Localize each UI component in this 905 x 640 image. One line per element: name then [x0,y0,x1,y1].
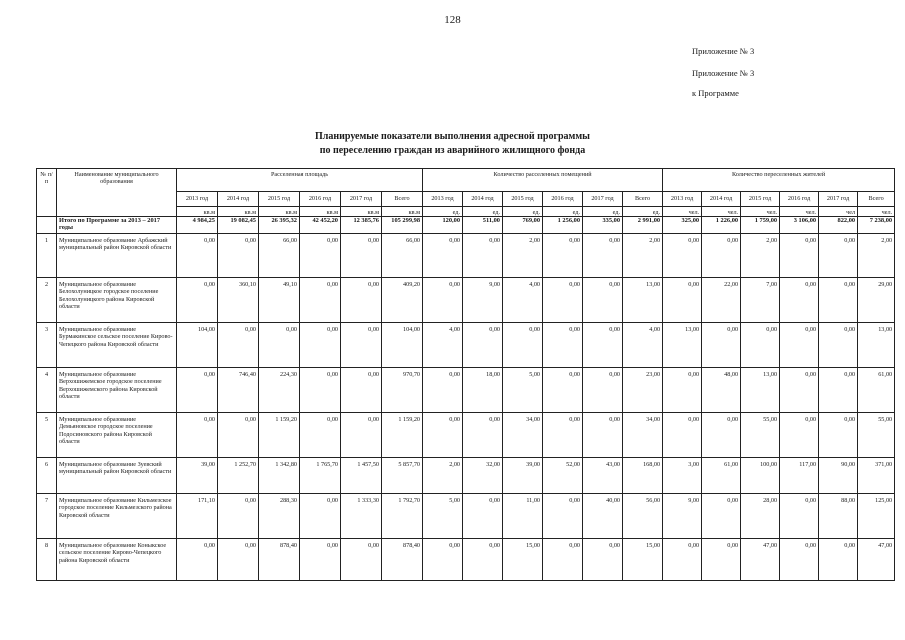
value-cell: 878,40 [259,539,300,581]
table-row [37,494,895,539]
value-cell: 0,00 [503,323,543,368]
value-cell: 18,00 [463,368,503,413]
value-cell: 0,00 [341,234,382,278]
unit-header: кв.м [382,207,423,217]
total-value-cell: 26 395,32 [259,217,300,234]
value-cell: 0,00 [819,278,858,323]
value-cell: 0,00 [702,539,741,581]
table-row [37,234,895,278]
total-row [37,217,895,234]
value-cell: 0,00 [819,413,858,458]
value-cell: 66,00 [259,234,300,278]
unit-header: ед. [423,207,463,217]
value-cell: 0,00 [218,413,259,458]
value-cell: 0,00 [583,413,623,458]
value-cell: 48,00 [702,368,741,413]
value-cell: 0,00 [177,368,218,413]
total-value-cell: 7 238,00 [858,217,895,234]
value-cell: 0,00 [300,323,341,368]
value-cell: 0,00 [543,539,583,581]
value-cell: 0,00 [543,368,583,413]
value-cell: 0,00 [341,278,382,323]
value-cell: 13,00 [663,323,702,368]
group-header-area: Расселенная площадь [177,169,423,192]
value-cell: 0,00 [300,413,341,458]
indicators-table [36,168,895,581]
value-cell: 0,00 [300,539,341,581]
value-cell: 878,40 [382,539,423,581]
year-header: 2014 год [463,192,503,207]
row-number: 2 [37,278,57,323]
value-cell: 0,00 [780,494,819,539]
year-header: 2014 год [218,192,259,207]
value-cell: 40,00 [583,494,623,539]
total-value-cell: 335,00 [583,217,623,234]
value-cell: 1 159,20 [382,413,423,458]
year-header: 2015 год [741,192,780,207]
value-cell: 90,00 [819,458,858,494]
unit-header: чел [819,207,858,217]
municipality-name: Муниципальное образование Верхошижемское городское поселение Верхошижемского района Кировской области [57,368,177,413]
value-cell: 0,00 [663,413,702,458]
value-cell: 0,00 [177,539,218,581]
value-cell: 970,70 [382,368,423,413]
value-cell: 100,00 [741,458,780,494]
value-cell: 104,00 [177,323,218,368]
total-value-cell: 769,00 [503,217,543,234]
value-cell: 34,00 [503,413,543,458]
municipality-name: Муниципальное образование Бурмакинское сельское поселение Кирово-Чепецкого района Кировской области [57,323,177,368]
value-cell: 0,00 [177,413,218,458]
unit-header: ед. [583,207,623,217]
unit-header: чел. [858,207,895,217]
value-cell: 4,00 [423,323,463,368]
value-cell: 0,00 [663,539,702,581]
appendix-line-1: Приложение № 3 [692,46,755,56]
value-cell: 5 857,70 [382,458,423,494]
value-cell: 360,10 [218,278,259,323]
value-cell: 0,00 [780,413,819,458]
municipality-name: Муниципальное образование Демьяновское городское поселение Подосиновского района Кировской области [57,413,177,458]
unit-header: чел. [663,207,702,217]
year-header: 2013 год [177,192,218,207]
document-title [0,130,905,158]
value-cell: 0,00 [463,413,503,458]
value-cell: 2,00 [423,458,463,494]
value-cell: 0,00 [780,368,819,413]
year-header: 2014 год [702,192,741,207]
value-cell: 66,00 [382,234,423,278]
value-cell: 0,00 [780,234,819,278]
total-value-cell: 1 759,00 [741,217,780,234]
value-cell: 0,00 [741,323,780,368]
group-header-residents: Количество переселенных жителей [663,169,895,192]
value-cell: 0,00 [341,323,382,368]
value-cell: 0,00 [780,539,819,581]
value-cell: 56,00 [623,494,663,539]
value-cell: 1 252,70 [218,458,259,494]
value-cell: 22,00 [702,278,741,323]
total-value-cell: 2 991,00 [623,217,663,234]
value-cell: 0,00 [423,234,463,278]
table-row [37,458,895,494]
value-cell: 11,00 [503,494,543,539]
value-cell: 47,00 [858,539,895,581]
value-cell: 0,00 [819,539,858,581]
value-cell: 61,00 [858,368,895,413]
value-cell: 371,00 [858,458,895,494]
unit-header: чел. [780,207,819,217]
total-value-cell: 19 082,45 [218,217,259,234]
table-row [37,368,895,413]
value-cell: 0,00 [259,323,300,368]
value-cell: 0,00 [463,323,503,368]
value-cell: 0,00 [583,278,623,323]
row-number: 8 [37,539,57,581]
value-cell: 0,00 [543,278,583,323]
value-cell: 746,40 [218,368,259,413]
table-row [37,413,895,458]
total-value-cell: 822,00 [819,217,858,234]
value-cell: 13,00 [741,368,780,413]
value-cell: 55,00 [858,413,895,458]
unit-header: кв.м [177,207,218,217]
col-number-header: № п/п [37,169,57,217]
value-cell: 9,00 [463,278,503,323]
appendix-line-3: к Программе [692,88,739,98]
value-cell: 5,00 [423,494,463,539]
total-value-cell: 42 452,20 [300,217,341,234]
year-header: Всего [858,192,895,207]
unit-header: чел. [741,207,780,217]
unit-header: кв.м [341,207,382,217]
value-cell: 0,00 [300,494,341,539]
value-cell: 5,00 [503,368,543,413]
value-cell: 43,00 [583,458,623,494]
value-cell: 55,00 [741,413,780,458]
value-cell: 2,00 [503,234,543,278]
unit-header: чел. [702,207,741,217]
unit-header: ед. [463,207,503,217]
total-value-cell: 105 299,98 [382,217,423,234]
value-cell: 0,00 [583,368,623,413]
value-cell: 29,00 [858,278,895,323]
unit-header: кв.м [300,207,341,217]
year-header: 2017 год [583,192,623,207]
value-cell: 15,00 [503,539,543,581]
unit-header: кв.м [259,207,300,217]
row-number: 3 [37,323,57,368]
total-number-cell [37,217,57,234]
municipality-name: Муниципальное образование Коныкское сельское поселение Кирово-Чепецкого района Кировской области [57,539,177,581]
value-cell: 7,00 [741,278,780,323]
value-cell: 125,00 [858,494,895,539]
total-value-cell: 120,00 [423,217,463,234]
group-header-rooms: Количество расселенных помещений [423,169,663,192]
value-cell: 4,00 [623,323,663,368]
value-cell: 0,00 [702,234,741,278]
value-cell: 224,30 [259,368,300,413]
value-cell: 0,00 [702,494,741,539]
value-cell: 0,00 [543,234,583,278]
value-cell: 1 792,70 [382,494,423,539]
value-cell: 0,00 [218,539,259,581]
value-cell: 88,00 [819,494,858,539]
unit-header: ед. [543,207,583,217]
value-cell: 0,00 [341,413,382,458]
total-value-cell: 1 226,00 [702,217,741,234]
value-cell: 23,00 [623,368,663,413]
year-header: 2016 год [780,192,819,207]
value-cell: 0,00 [663,234,702,278]
value-cell: 0,00 [543,323,583,368]
value-cell: 0,00 [583,234,623,278]
value-cell: 0,00 [423,278,463,323]
value-cell: 32,00 [463,458,503,494]
value-cell: 9,00 [663,494,702,539]
value-cell: 0,00 [423,413,463,458]
value-cell: 1 457,50 [341,458,382,494]
total-label: Итого по Программе за 2013 – 2017 годы [57,217,177,234]
municipality-name: Муниципальное образование Кильмезское городское поселение Кильмезского района Кировской области [57,494,177,539]
year-header: Всего [623,192,663,207]
row-number: 5 [37,413,57,458]
appendix-line-2: Приложение № 3 [692,68,755,78]
value-cell: 3,00 [663,458,702,494]
value-cell: 49,10 [259,278,300,323]
value-cell: 61,00 [702,458,741,494]
municipality-name: Муниципальное образование Арбажский муниципальный район Кировской области [57,234,177,278]
year-header: 2016 год [543,192,583,207]
municipality-name: Муниципальное образование Белохолуницкое городское поселение Белохолуницкого района Кировской области [57,278,177,323]
municipality-name: Муниципальное образование Зуевский муниципальный район Кировской области [57,458,177,494]
value-cell: 0,00 [218,494,259,539]
unit-header: ед. [623,207,663,217]
table-row [37,323,895,368]
value-cell: 0,00 [463,234,503,278]
value-cell: 0,00 [663,368,702,413]
value-cell: 0,00 [300,278,341,323]
value-cell: 0,00 [218,323,259,368]
value-cell: 15,00 [623,539,663,581]
year-header: 2016 год [300,192,341,207]
group-header-row [37,169,895,192]
value-cell: 1 765,70 [300,458,341,494]
col-name-header: Наименование муниципального образования [57,169,177,217]
value-cell: 0,00 [543,494,583,539]
row-number: 6 [37,458,57,494]
value-cell: 34,00 [623,413,663,458]
value-cell: 1 159,20 [259,413,300,458]
year-header: 2017 год [819,192,858,207]
value-cell: 2,00 [623,234,663,278]
value-cell: 0,00 [177,234,218,278]
value-cell: 0,00 [218,234,259,278]
value-cell: 2,00 [741,234,780,278]
value-cell: 0,00 [702,323,741,368]
year-header: 2015 год [503,192,543,207]
value-cell: 39,00 [503,458,543,494]
total-value-cell: 511,00 [463,217,503,234]
value-cell: 104,00 [382,323,423,368]
year-header: 2013 год [423,192,463,207]
value-cell: 409,20 [382,278,423,323]
value-cell: 13,00 [858,323,895,368]
year-header: Всего [382,192,423,207]
total-value-cell: 4 984,25 [177,217,218,234]
value-cell: 4,00 [503,278,543,323]
value-cell: 0,00 [702,413,741,458]
year-header: 2017 год [341,192,382,207]
value-cell: 0,00 [423,368,463,413]
value-cell: 0,00 [300,368,341,413]
title-line-1: Планируемые показатели выполнения адресной программы [315,131,590,142]
total-value-cell: 3 106,00 [780,217,819,234]
value-cell: 28,00 [741,494,780,539]
value-cell: 1 342,80 [259,458,300,494]
value-cell: 0,00 [300,234,341,278]
year-header: 2015 год [259,192,300,207]
year-header: 2013 год [663,192,702,207]
value-cell: 1 333,30 [341,494,382,539]
value-cell: 0,00 [780,323,819,368]
value-cell: 47,00 [741,539,780,581]
value-cell: 0,00 [663,278,702,323]
value-cell: 0,00 [819,234,858,278]
value-cell: 0,00 [819,368,858,413]
unit-header: кв.м [218,207,259,217]
value-cell: 117,00 [780,458,819,494]
row-number: 4 [37,368,57,413]
value-cell: 0,00 [341,368,382,413]
value-cell: 0,00 [543,413,583,458]
unit-header: ед. [503,207,543,217]
value-cell: 168,00 [623,458,663,494]
value-cell: 288,30 [259,494,300,539]
value-cell: 0,00 [583,323,623,368]
total-value-cell: 325,00 [663,217,702,234]
page-number: 128 [444,14,461,26]
value-cell: 0,00 [780,278,819,323]
value-cell: 0,00 [177,278,218,323]
value-cell: 0,00 [423,539,463,581]
value-cell: 0,00 [341,539,382,581]
value-cell: 13,00 [623,278,663,323]
value-cell: 0,00 [819,323,858,368]
value-cell: 0,00 [583,539,623,581]
row-number: 7 [37,494,57,539]
table-row [37,539,895,581]
value-cell: 52,00 [543,458,583,494]
value-cell: 171,10 [177,494,218,539]
value-cell: 0,00 [463,494,503,539]
title-line-2: по переселению граждан из аварийного жилищного фонда [319,145,586,156]
row-number: 1 [37,234,57,278]
value-cell: 2,00 [858,234,895,278]
value-cell: 0,00 [463,539,503,581]
table-row [37,278,895,323]
total-value-cell: 1 256,00 [543,217,583,234]
value-cell: 39,00 [177,458,218,494]
total-value-cell: 12 385,76 [341,217,382,234]
